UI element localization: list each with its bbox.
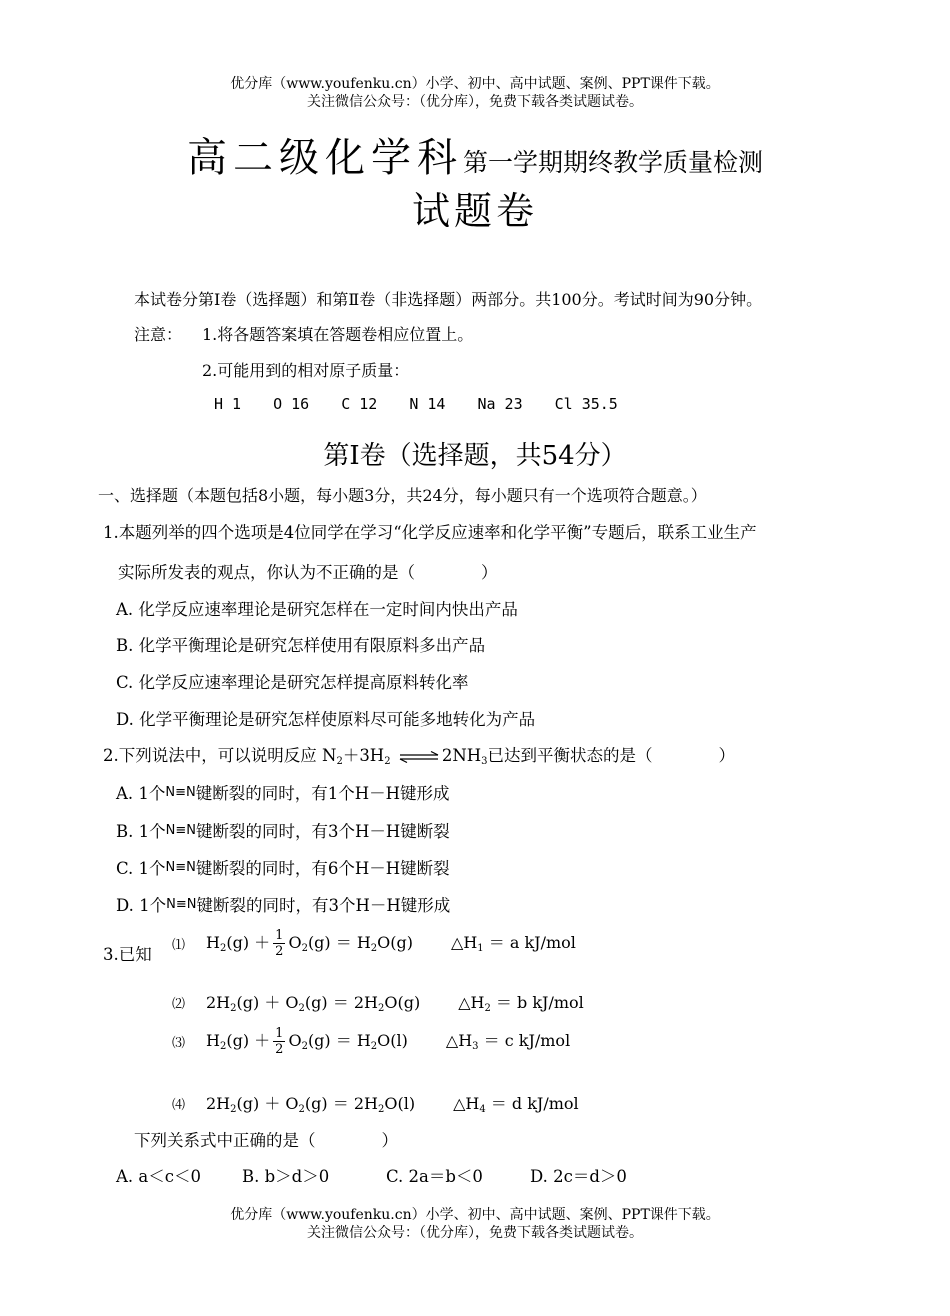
q3-option-d: D. 2c＝d＞0 — [530, 1167, 627, 1186]
note-2: 2.可能用到的相对原子质量： — [202, 361, 410, 380]
q3-ask: 下列关系式中正确的是（ ） — [134, 1131, 398, 1150]
q2-stem-d: 已达到平衡状态的是（ ） — [487, 746, 736, 765]
mass-c: C 12 — [341, 395, 378, 413]
notice-label: 注意： — [134, 325, 183, 344]
q3-equation-4: ⑷ $2H_2(g) + O_2(g) = 2H_2O(l)$ $\triangle H_4 = d$ kJ/mol — [172, 1094, 579, 1115]
section-instruction: 一、选择题（本题包括8小题，每小题3分，共24分，每小题只有一个选项符合题意。） — [98, 486, 707, 505]
q2-stem — [103, 742, 735, 767]
q1-option-a: A. 化学反应速率理论是研究怎样在一定时间内快出产品 — [116, 600, 518, 619]
q2-stem-c: 2NH — [441, 746, 482, 765]
q1-option-c: C. 化学反应速率理论是研究怎样提高原料转化率 — [116, 673, 469, 692]
mass-h: H 1 — [214, 395, 242, 413]
q1-stem-1: 1.本题列举的四个选项是4位同学在学习“化学反应速率和化学平衡”专题后，联系工业生产 — [103, 523, 757, 542]
triple-bond-symbol: N≡N — [165, 823, 196, 838]
q3-option-c: C. 2a＝b＜0 — [386, 1167, 483, 1186]
q2-option-c: C. 1个N≡N键断裂的同时，有6个H－H键断裂 — [116, 859, 450, 878]
triple-bond-symbol: N≡N — [165, 785, 196, 800]
q2-sub: 3 — [481, 756, 488, 767]
page-title — [0, 126, 950, 183]
note-1: 1.将各题答案填在答题卷相应位置上。 — [202, 325, 474, 344]
triple-bond-symbol: N≡N — [166, 897, 197, 912]
triple-bond-symbol: N≡N — [165, 860, 196, 875]
title-big: 高二级化学科 — [186, 135, 463, 181]
fraction-half: $\frac{1}{2}$ — [275, 1026, 284, 1057]
q2-option-d: D. 1个N≡N键断裂的同时，有3个H－H键形成 — [116, 896, 451, 915]
intro-line: 本试卷分第Ⅰ卷（选择题）和第Ⅱ卷（非选择题）两部分。共100分。考试时间为90分钟。 — [134, 290, 763, 309]
q2-option-a: A. 1个N≡N键断裂的同时，有1个H－H键形成 — [116, 784, 450, 803]
mass-cl: Cl 35.5 — [554, 395, 618, 413]
q2-option-b: B. 1个N≡N键断裂的同时，有3个H－H键断裂 — [116, 822, 450, 841]
footer-line-1: 优分库（www.youfenku.cn）小学、初中、高中试题、案例、PPT课件下载。 — [230, 1207, 720, 1223]
header-line-2: 关注微信公众号：（优分库），免费下载各类试题试卷。 — [307, 94, 643, 110]
equilibrium-arrow-icon — [398, 751, 440, 763]
header-line-1: 优分库（www.youfenku.cn）小学、初中、高中试题、案例、PPT课件下载。 — [230, 76, 720, 92]
q3-option-b: B. b＞d＞0 — [242, 1167, 330, 1186]
section-heading: 第Ⅰ卷（选择题，共54分） — [323, 441, 627, 471]
title-small: 第一学期期终教学质量检测 — [462, 148, 763, 177]
title-sub: 试题卷 — [411, 189, 538, 233]
q3-option-a: A. a＜c＜0 — [116, 1167, 201, 1186]
q2-stem-a: 2.下列说法中，可以说明反应 N — [103, 746, 337, 765]
q1-stem-2: 实际所发表的观点，你认为不正确的是（ ） — [118, 563, 498, 582]
q3-label: 3.已知 — [103, 945, 152, 964]
q1-option-b: B. 化学平衡理论是研究怎样使用有限原料多出产品 — [116, 636, 486, 655]
footer-line-2: 关注微信公众号：（优分库），免费下载各类试题试卷。 — [307, 1225, 643, 1241]
q2-sub: 2 — [384, 756, 391, 767]
mass-na: Na 23 — [477, 395, 523, 413]
q1-option-d: D. 化学平衡理论是研究怎样使原料尽可能多地转化为产品 — [116, 710, 536, 729]
q2-stem-b: ＋3H — [342, 746, 385, 765]
q3-equation-1: ⑴ $H_2(g)$ ＋ $\frac{1}{2}$ $O_2(g) = H_2O(g)$ $\triangle H_1 = a$ kJ/mol — [172, 928, 576, 959]
atomic-masses — [214, 395, 618, 413]
q3-equation-3: ⑶ $H_2(g)$ ＋ $\frac{1}{2}$ $O_2(g) = H_2O(l)$ $\triangle H_3 = c$ kJ/mol — [172, 1026, 571, 1057]
fraction-half: $\frac{1}{2}$ — [275, 928, 284, 959]
mass-o: O 16 — [273, 395, 310, 413]
q2-sub: 2 — [336, 756, 343, 767]
q3-equation-2: ⑵ $2H_2(g) + O_2(g) = 2H_2O(g)$ $\triangle H_2 = b$ kJ/mol — [172, 993, 584, 1014]
mass-n: N 14 — [409, 395, 446, 413]
